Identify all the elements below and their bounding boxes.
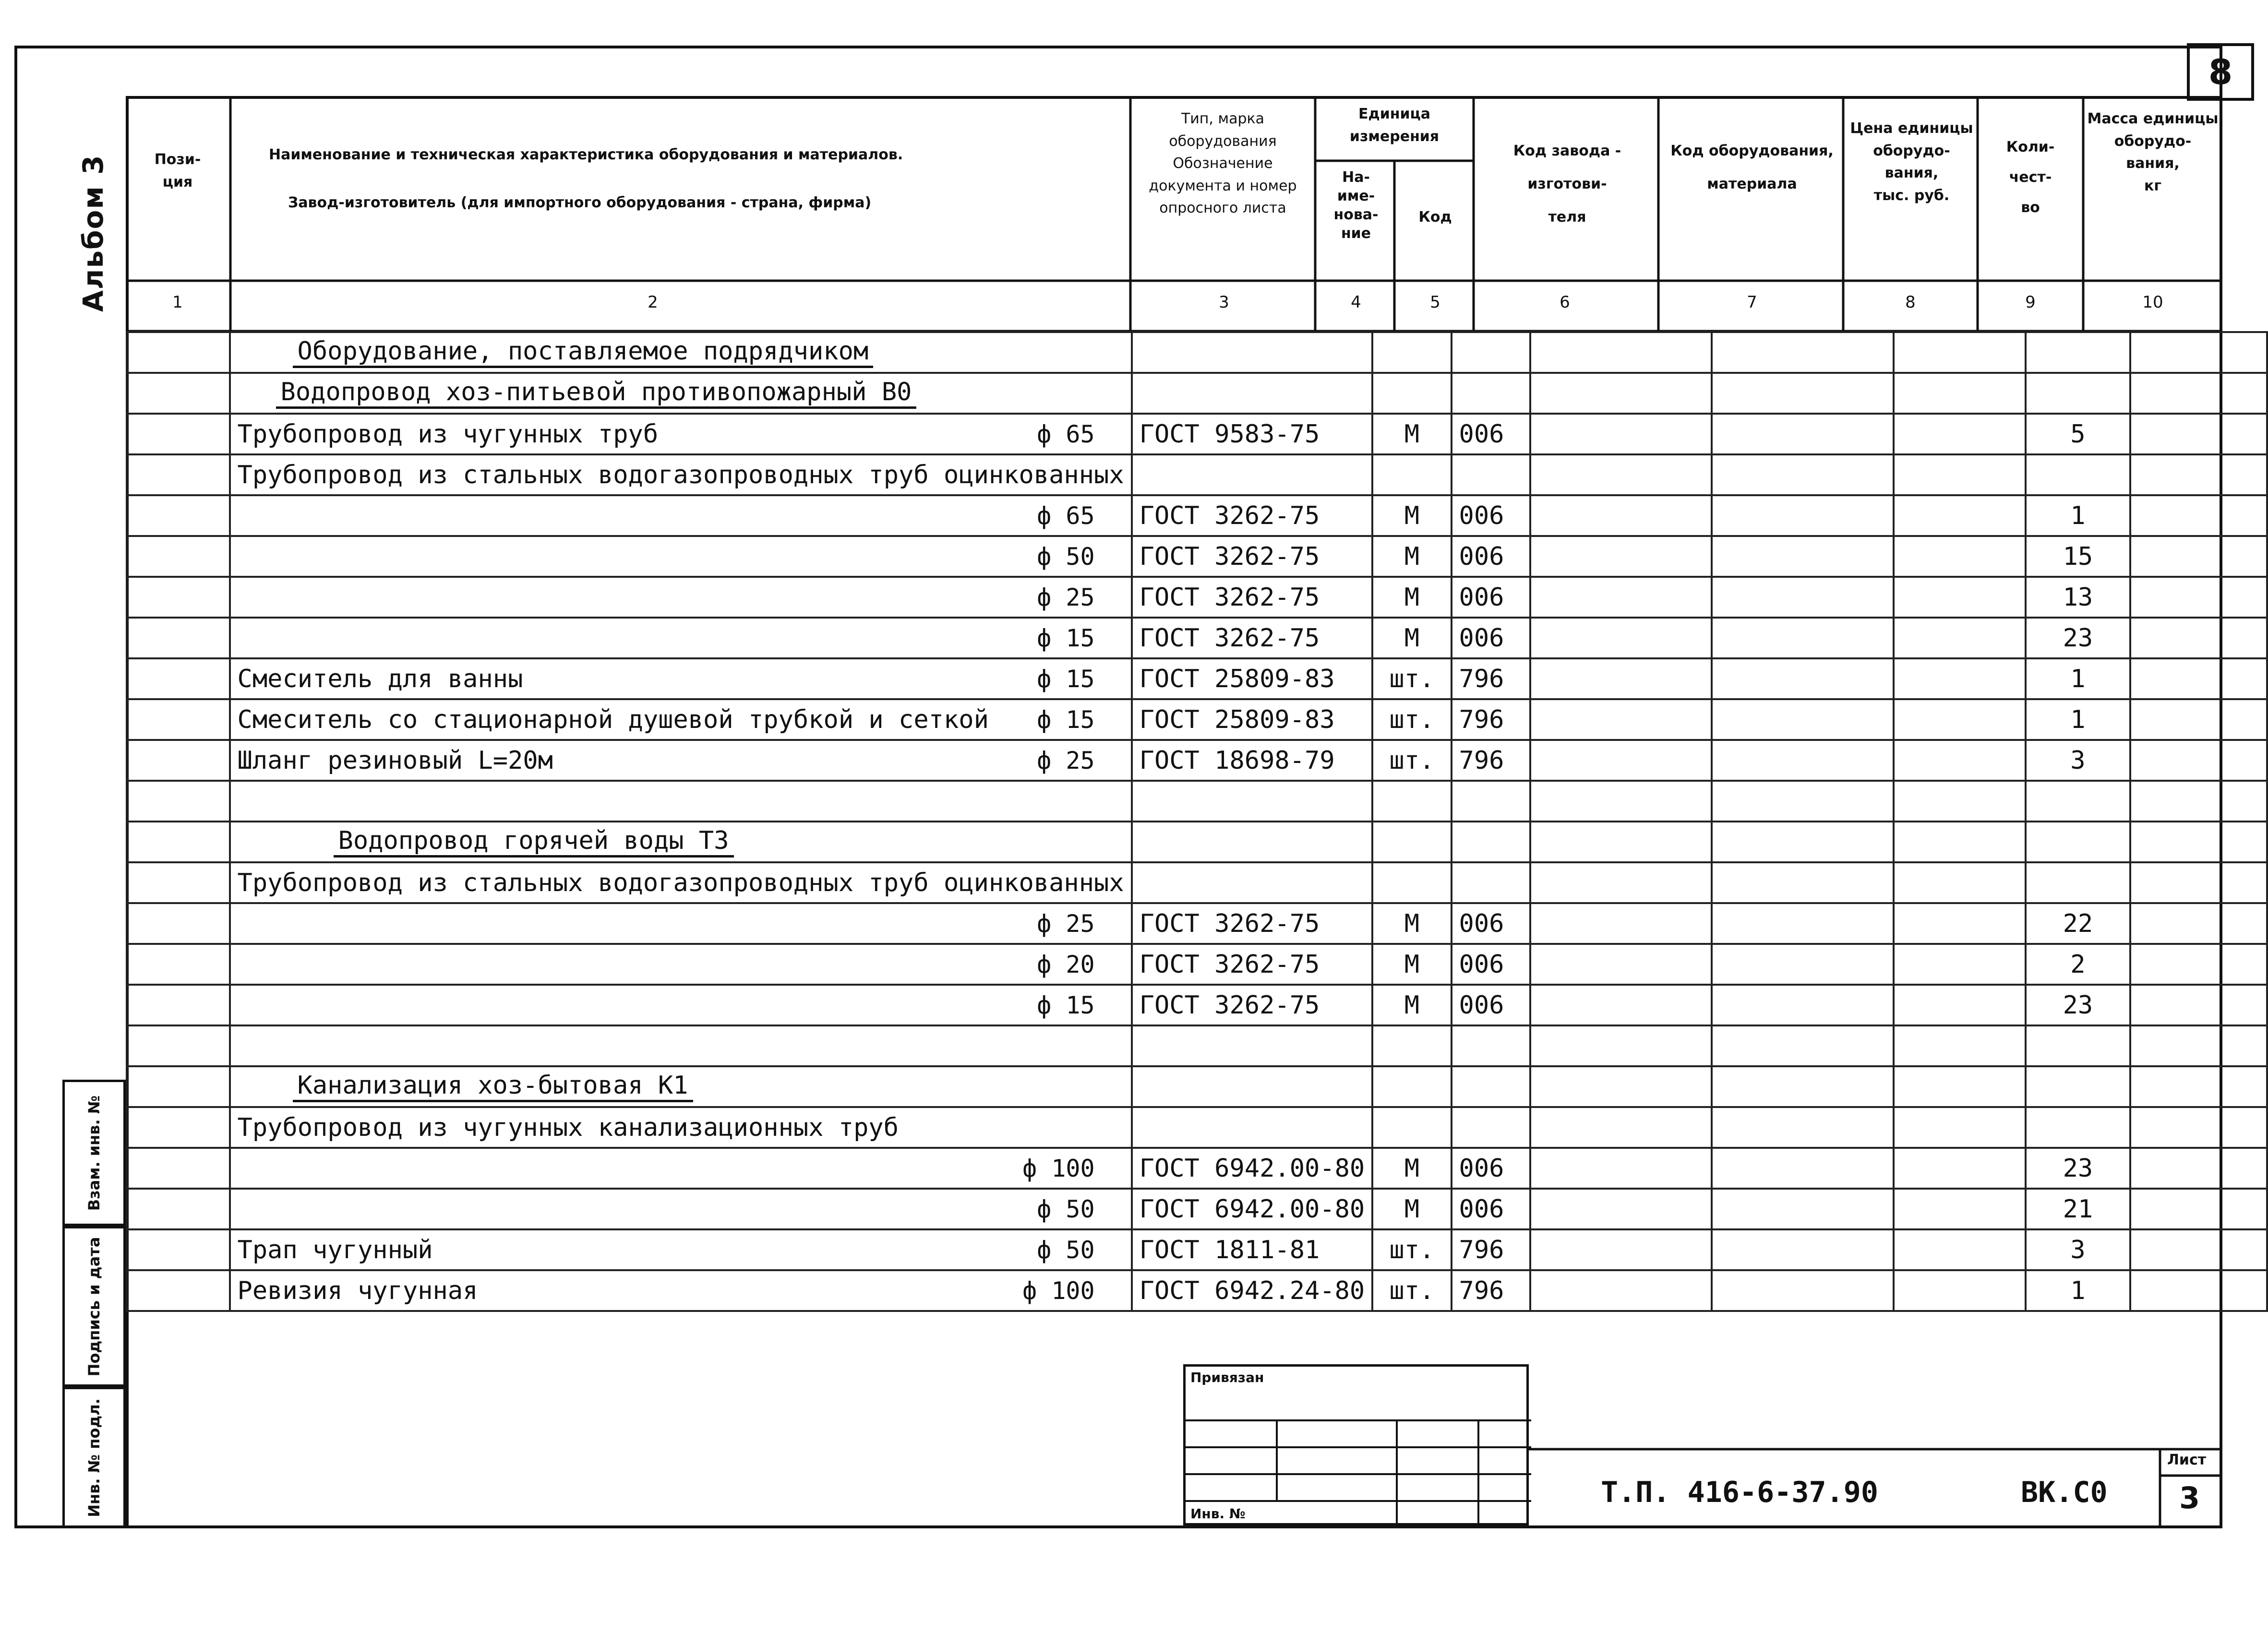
item-unit: М: [1372, 944, 1451, 985]
item-qty: 1: [2026, 699, 2130, 740]
item-unit: шт.: [1372, 1270, 1451, 1311]
item-name: Шланг резиновый L=20м: [237, 746, 553, 775]
item-code: 796: [1452, 740, 1530, 781]
item-name: Трубопровод из стальных водогазопроводных труб оцинкованных: [237, 868, 1124, 897]
item-doc: ГОСТ 3262-75: [1132, 944, 1373, 985]
item-diameter: ф 100: [1022, 1154, 1095, 1182]
item-doc: ГОСТ 3262-75: [1132, 618, 1373, 658]
item-name: Ревизия чугунная: [237, 1276, 478, 1305]
item-doc: ГОСТ 6942.00-80: [1132, 1189, 1373, 1229]
header-col7: Код оборудования, материала: [1670, 143, 1834, 192]
list-number: 3: [2179, 1480, 2200, 1515]
item-diameter: ф 15: [1037, 665, 1095, 693]
item-diameter: ф 50: [1037, 542, 1095, 571]
item-qty: 23: [2026, 618, 2130, 658]
drawing-mark: ВК.С0: [2021, 1476, 2108, 1509]
item-qty: 23: [2026, 985, 2130, 1025]
item-diameter: ф 65: [1037, 501, 1095, 530]
item-doc: ГОСТ 3262-75: [1132, 536, 1373, 577]
item-unit: М: [1372, 1148, 1451, 1189]
item-code: 796: [1452, 1229, 1530, 1270]
item-doc: ГОСТ 1811-81: [1132, 1229, 1373, 1270]
item-doc: ГОСТ 6942.24-80: [1132, 1270, 1373, 1311]
item-diameter: ф 25: [1037, 583, 1095, 611]
col-number-3: 3: [1219, 293, 1229, 312]
item-code: 796: [1452, 658, 1530, 699]
item-diameter: ф 50: [1037, 1195, 1095, 1223]
section-heading: Канализация хоз-бытовая К1: [293, 1071, 693, 1102]
item-code: 796: [1452, 1270, 1530, 1311]
item-name: Трубопровод из чугунных труб: [237, 419, 659, 449]
item-code: 006: [1452, 985, 1530, 1025]
item-qty: 1: [2026, 658, 2130, 699]
item-doc: ГОСТ 25809-83: [1132, 699, 1373, 740]
col-number-10: 10: [2142, 293, 2163, 312]
item-qty: 21: [2026, 1189, 2130, 1229]
side-stamp-inv-label: Инв. № подл.: [85, 1398, 103, 1517]
col-number-9: 9: [2025, 293, 2036, 312]
item-unit: шт.: [1372, 740, 1451, 781]
section-heading: Водопровод хоз-питьевой противопожарный В0: [276, 378, 917, 409]
item-diameter: ф 20: [1037, 950, 1095, 978]
stamp-inv-no: Инв. №: [1190, 1506, 1246, 1522]
item-doc: ГОСТ 3262-75: [1132, 903, 1373, 944]
item-code: 006: [1452, 495, 1530, 536]
item-doc: ГОСТ 25809-83: [1132, 658, 1373, 699]
item-unit: М: [1372, 985, 1451, 1025]
item-unit: М: [1372, 536, 1451, 577]
item-doc: ГОСТ 9583-75: [1132, 414, 1373, 454]
item-qty: 1: [2026, 1270, 2130, 1311]
col-number-5: 5: [1430, 293, 1440, 312]
item-qty: 5: [2026, 414, 2130, 454]
item-unit: М: [1372, 903, 1451, 944]
item-code: 006: [1452, 618, 1530, 658]
col-number-2: 2: [648, 293, 658, 312]
side-stamp-podpis-label: Подпись и дата: [85, 1237, 103, 1376]
item-unit: М: [1372, 495, 1451, 536]
item-diameter: ф 25: [1037, 909, 1095, 938]
item-diameter: ф 15: [1037, 624, 1095, 652]
header-col10: Масса единицы оборудо- вания, кг: [2087, 110, 2219, 194]
item-unit: М: [1372, 618, 1451, 658]
side-stamp-vzam-label: Взам. инв. №: [85, 1095, 103, 1211]
item-code: 796: [1452, 699, 1530, 740]
header-col2-line1: Наименование и техническая характеристика оборудования и материалов.: [269, 146, 903, 163]
header-col8: Цена единицы оборудо- вания, тыс. руб.: [1850, 120, 1973, 204]
col-number-4: 4: [1351, 293, 1361, 312]
header-col4: На- име- нова- ние: [1333, 169, 1379, 242]
item-code: 006: [1452, 1189, 1530, 1229]
section-heading: Водопровод горячей воды Т3: [334, 826, 734, 858]
item-diameter: ф 15: [1037, 991, 1095, 1019]
item-doc: ГОСТ 3262-75: [1132, 495, 1373, 536]
item-unit: М: [1372, 1189, 1451, 1229]
item-qty: 3: [2026, 740, 2130, 781]
item-qty: 3: [2026, 1229, 2130, 1270]
item-doc: ГОСТ 18698-79: [1132, 740, 1373, 781]
item-qty: 23: [2026, 1148, 2130, 1189]
item-name: Смеситель для ванны: [237, 664, 523, 693]
col-number-7: 7: [1747, 293, 1757, 312]
item-doc: ГОСТ 6942.00-80: [1132, 1148, 1373, 1189]
list-label: Лист: [2167, 1452, 2207, 1468]
header-col9: Коли- чест- во: [2006, 139, 2055, 216]
item-qty: 22: [2026, 903, 2130, 944]
item-doc: ГОСТ 3262-75: [1132, 985, 1373, 1025]
item-code: 006: [1452, 536, 1530, 577]
section-heading: Оборудование, поставляемое подрядчиком: [293, 337, 874, 368]
item-diameter: ф 100: [1022, 1276, 1095, 1305]
item-code: 006: [1452, 944, 1530, 985]
item-unit: М: [1372, 414, 1451, 454]
item-unit: шт.: [1372, 658, 1451, 699]
header-col6: Код завода - изготови- теля: [1513, 143, 1621, 226]
item-unit: М: [1372, 577, 1451, 618]
col-number-6: 6: [1560, 293, 1570, 312]
header-col5: Код: [1418, 209, 1452, 226]
item-code: 006: [1452, 1148, 1530, 1189]
item-qty: 15: [2026, 536, 2130, 577]
item-diameter: ф 15: [1037, 705, 1095, 734]
item-name: Трап чугунный: [237, 1235, 433, 1264]
item-unit: шт.: [1372, 1229, 1451, 1270]
col-number-8: 8: [1905, 293, 1916, 312]
col-number-1: 1: [172, 293, 183, 312]
header-col3: Тип, марка оборудования Обозначение документа и номер опросного листа: [1149, 110, 1297, 216]
item-diameter: ф 50: [1037, 1236, 1095, 1264]
header-col1: Пози- ция: [154, 151, 201, 191]
item-qty: 1: [2026, 495, 2130, 536]
item-name: Смеситель со стационарной душевой трубкой и сеткой: [237, 705, 989, 734]
header-unit: Единица измерения: [1349, 106, 1440, 145]
project-code: Т.П. 416-6-37.90: [1601, 1476, 1878, 1509]
header-col2-line2: Завод-изготовитель (для импортного оборудования - страна, фирма): [288, 194, 872, 211]
item-name: Трубопровод из стальных водогазопроводных труб оцинкованных: [237, 460, 1124, 489]
item-qty: 2: [2026, 944, 2130, 985]
sheet-number: 8: [2187, 43, 2254, 101]
item-doc: ГОСТ 3262-75: [1132, 577, 1373, 618]
item-diameter: ф 25: [1037, 746, 1095, 774]
item-qty: 13: [2026, 577, 2130, 618]
item-unit: шт.: [1372, 699, 1451, 740]
item-name: Трубопровод из чугунных канализационных труб: [237, 1113, 899, 1142]
album-label: Альбом 3: [77, 154, 109, 312]
item-code: 006: [1452, 903, 1530, 944]
item-code: 006: [1452, 577, 1530, 618]
item-diameter: ф 65: [1037, 420, 1095, 448]
stamp-privyazan: Привязан: [1190, 1370, 1264, 1385]
item-code: 006: [1452, 414, 1530, 454]
